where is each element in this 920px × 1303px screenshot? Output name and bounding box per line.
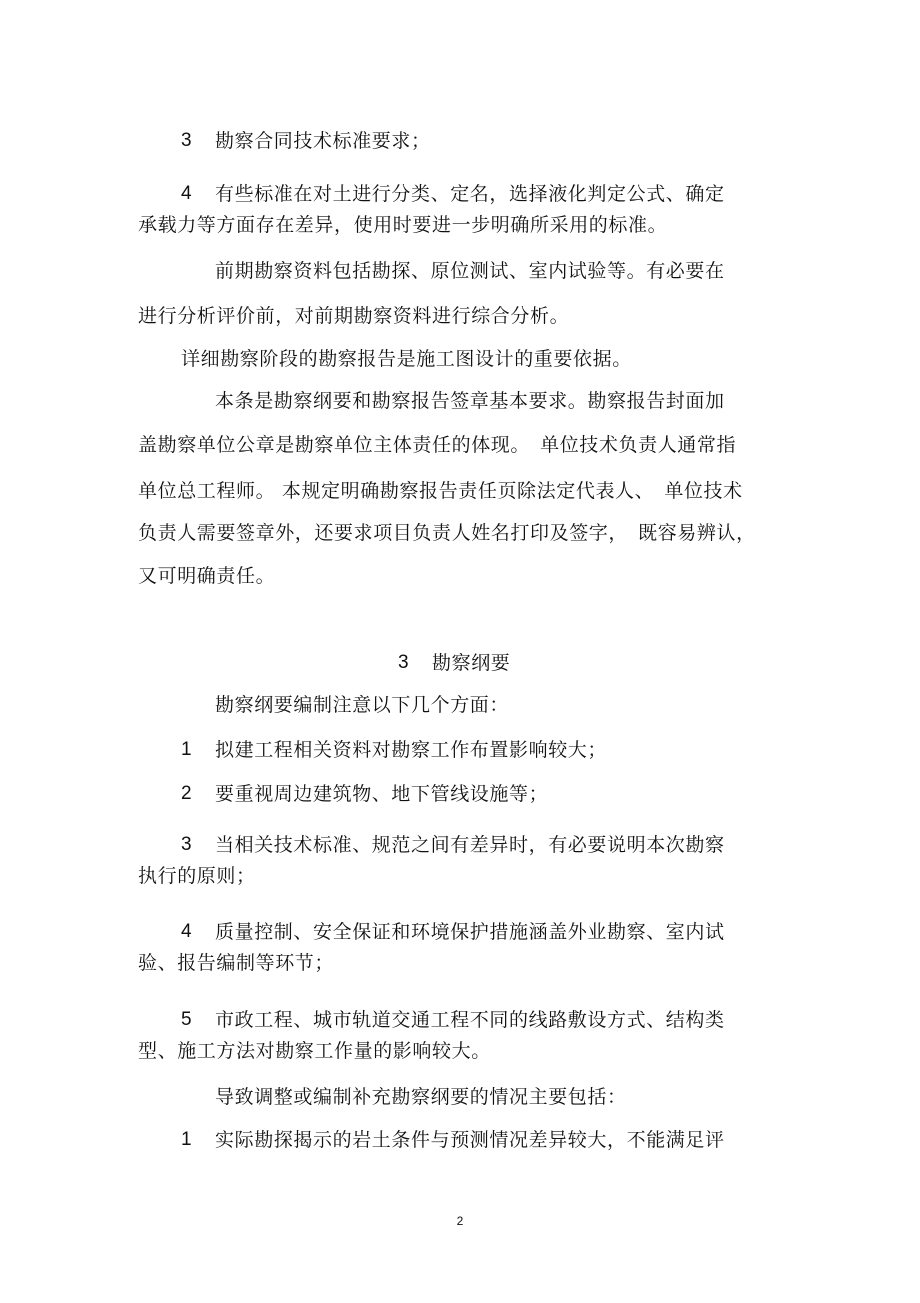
section-intro: 导致调整或编制补充勘察纲要的情况主要包括： (215, 1086, 627, 1108)
list-item-number: 4 (181, 183, 192, 204)
paragraph-seal: 单位总工程师。 本规定明确勘察报告责任页除法定代表人、 单位技术 (138, 480, 743, 502)
list-item-text: 承载力等方面存在差异，使用时要进一步明确所采用的标准。 (138, 214, 668, 236)
list-item-number: 5 (181, 1009, 192, 1030)
paragraph-prelim: 前期勘察资料包括勘探、原位测试、室内试验等。有必要在 (215, 260, 725, 282)
list-item-number: 1 (181, 1129, 192, 1150)
section-number: 3 (398, 652, 409, 673)
list-item-text: 实际勘探揭示的岩土条件与预测情况差异较大，不能满足评 (215, 1129, 725, 1151)
paragraph-seal: 负责人需要签章外，还要求项目负责人姓名打印及签字， 既容易辨认， (138, 522, 756, 544)
list-item-text: 型、施工方法对勘察工作量的影响较大。 (138, 1040, 491, 1062)
list-item-text: 验、报告编制等环节； (138, 952, 335, 974)
list-item-number: 1 (181, 739, 192, 760)
list-item-text: 市政工程、城市轨道交通工程不同的线路敷设方式、结构类 (215, 1009, 725, 1031)
section-intro: 勘察纲要编制注意以下几个方面： (215, 694, 510, 716)
list-item-number: 2 (181, 783, 192, 804)
page-number: 2 (456, 1214, 464, 1228)
list-item-text: 有些标准在对土进行分类、定名，选择液化判定公式、确定 (215, 183, 725, 205)
list-item-number: 3 (181, 834, 192, 855)
list-item-number: 4 (181, 921, 192, 942)
paragraph-detail: 详细勘察阶段的勘察报告是施工图设计的重要依据。 (181, 348, 632, 370)
list-item-text: 拟建工程相关资料对勘察工作布置影响较大； (215, 739, 608, 761)
section-title: 勘察纲要 (432, 652, 511, 674)
paragraph-prelim: 进行分析评价前，对前期勘察资料进行综合分析。 (138, 305, 570, 327)
paragraph-seal: 本条是勘察纲要和勘察报告签章基本要求。勘察报告封面加 (215, 390, 725, 412)
paragraph-seal: 又可明确责任。 (138, 565, 276, 587)
list-item-text: 勘察合同技术标准要求； (215, 130, 431, 152)
list-item-text: 当相关技术标准、规范之间有差异时，有必要说明本次勘察 (215, 834, 725, 856)
list-item-text: 要重视周边建筑物、地下管线设施等； (215, 783, 549, 805)
list-item-text: 执行的原则； (138, 865, 256, 887)
list-item-text: 质量控制、安全保证和环境保护措施涵盖外业勘察、室内试 (215, 921, 725, 943)
paragraph-seal: 盖勘察单位公章是勘察单位主体责任的体现。 单位技术负责人通常指 (138, 434, 737, 456)
list-item-number: 3 (181, 130, 192, 151)
